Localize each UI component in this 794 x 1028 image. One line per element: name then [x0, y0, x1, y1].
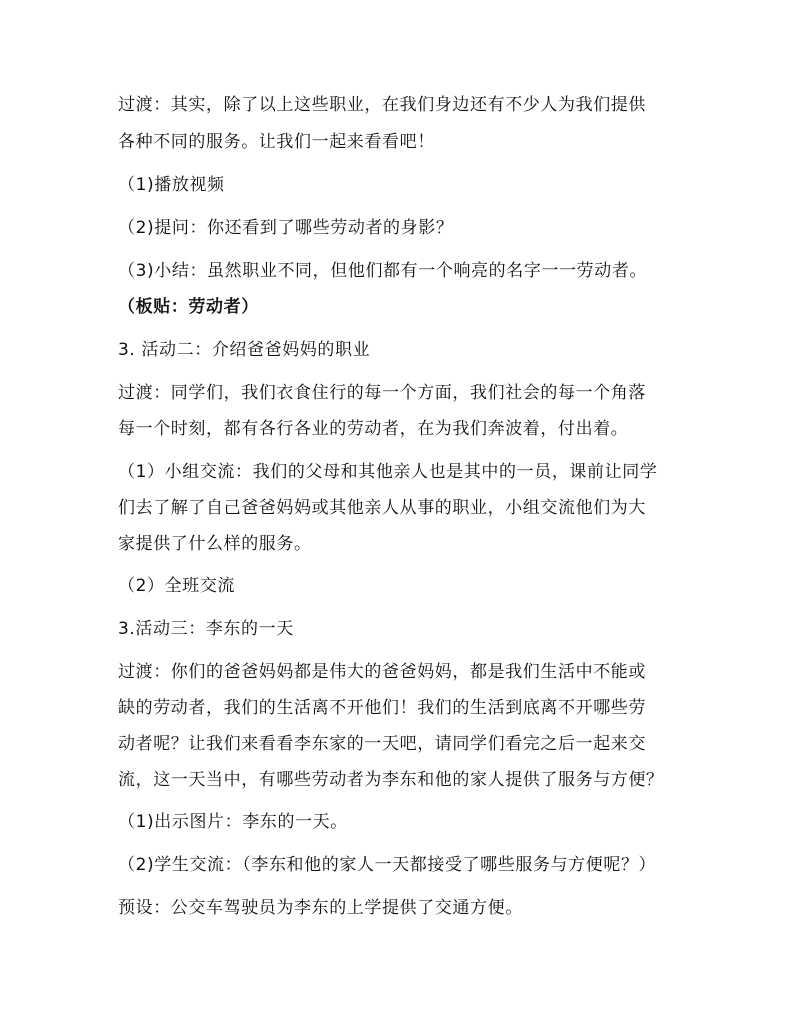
activity-three-heading: 3.活动三：李东的一天 — [118, 619, 294, 639]
paragraph-transition-2-line-1: 过渡：同学们，我们衣食住行的每一个方面，我们社会的每一个角落 — [118, 383, 646, 403]
paragraph-transition-3-line-4: 流，这一天当中，有哪些劳动者为李东和他的家人提供了服务与方便？ — [118, 770, 664, 790]
paragraph-transition-1-line-1: 过渡：其实，除了以上这些职业，在我们身边还有不少人为我们提供 — [118, 95, 646, 115]
paragraph-transition-1-line-2: 各种不同的服务。让我们一起来看看吧！ — [118, 132, 435, 152]
group-discussion-line-3: 家提供了什么样的服务。 — [118, 534, 312, 554]
board-note: （板贴：劳动者） — [118, 297, 259, 317]
paragraph-transition-3-line-1: 过渡：你们的爸爸妈妈都是伟大的爸爸妈妈，都是我们生活中不能或 — [118, 662, 646, 682]
activity-two-heading: 3. 活动二：介绍爸爸妈妈的职业 — [118, 340, 371, 360]
paragraph-transition-3-line-3: 动者呢？让我们来看看李东家的一天吧，请同学们看完之后一起来交 — [118, 734, 646, 754]
preset-answer: 预设：公交车驾驶员为李东的上学提供了交通方便。 — [118, 898, 523, 918]
paragraph-transition-3-line-2: 缺的劳动者，我们的生活离不开他们！我们的生活到底离不开哪些劳 — [118, 698, 646, 718]
step-summary: （3)小结：虽然职业不同，但他们都有一个响亮的名字一一劳动者。 — [118, 261, 648, 281]
class-discussion: （2）全班交流 — [118, 576, 236, 596]
step-play-video: （1)播放视频 — [118, 175, 225, 195]
step-question: （2)提问：你还看到了哪些劳动者的身影？ — [118, 218, 454, 238]
group-discussion-line-2: 们去了解了自己爸爸妈妈或其他亲人从事的职业，小组交流他们为大 — [118, 498, 646, 518]
group-discussion-line-1: （1）小组交流：我们的父母和其他亲人也是其中的一员，课前让同学 — [118, 462, 658, 482]
step-show-picture: （1)出示图片：李东的一天。 — [118, 812, 348, 832]
paragraph-transition-2-line-2: 每一个时刻，都有各行各业的劳动者，在为我们奔波着，付出着。 — [118, 419, 629, 439]
step-student-discussion: （2)学生交流：（李东和他的家人一天都接受了哪些服务与方便呢？） — [118, 855, 657, 875]
